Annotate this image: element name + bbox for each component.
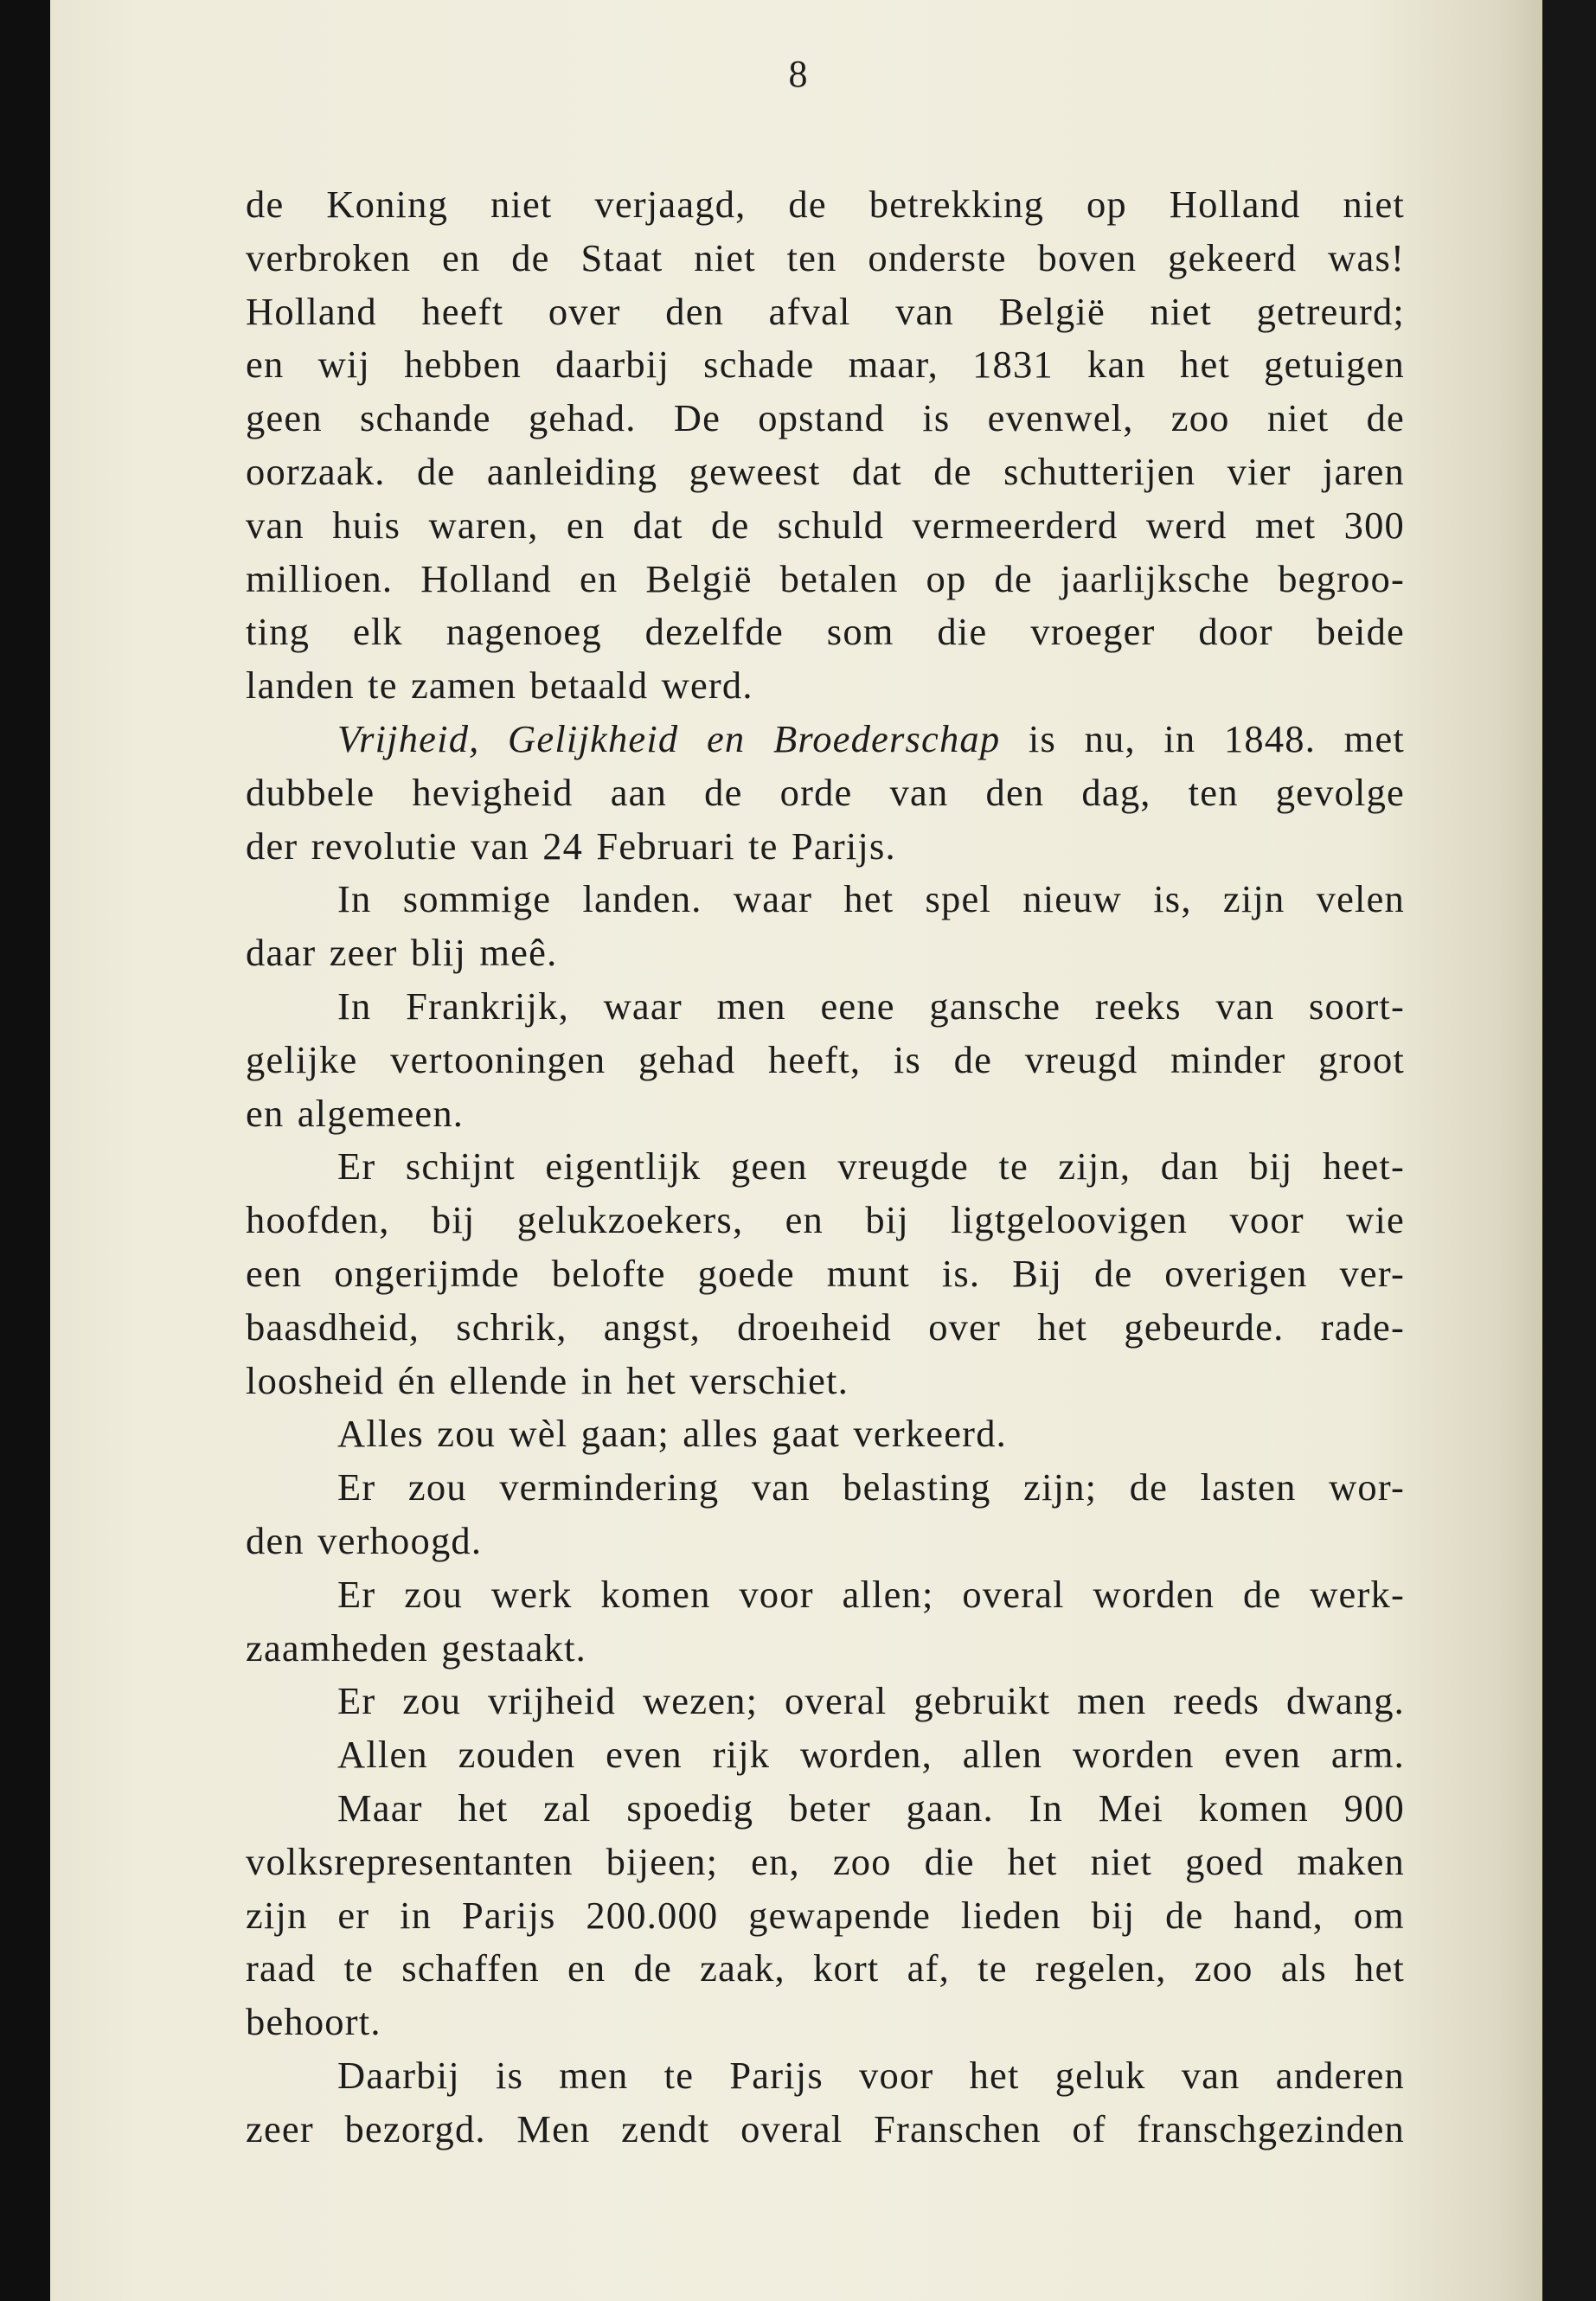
text-line: Er schijnt eigentlijk geen vreugde te zijn, dan bij heet-: [337, 1144, 1405, 1189]
text-line: en wij hebben daarbij schade maar, 1831 kan het getuigen: [246, 343, 1405, 387]
line-text: is nu, in 1848. met: [1000, 716, 1405, 760]
text-line: gelijke vertooningen gehad heeft, is de vreugd minder groot: [246, 1037, 1405, 1081]
text-line: Er zou werk komen voor allen; overal worden de werk-: [337, 1572, 1405, 1616]
text-line: loosheid én ellende in het verschiet.: [246, 1358, 849, 1402]
text-line: verbroken en de Staat niet ten onderste boven gekeerd was!: [246, 235, 1405, 279]
body-text: [246, 178, 1405, 2156]
text-line: Holland heeft over den afval van België niet getreurd;: [246, 289, 1405, 333]
text-line: een ongerijmde belofte goede munt is. Bij de overigen ver-: [246, 1251, 1405, 1295]
text-line: Er zou vrijheid wezen; overal gebruikt men reeds dwang.: [337, 1679, 1405, 1723]
text-line: ting elk nagenoeg dezelfde som die vroeger door beide: [246, 610, 1405, 654]
text-line: geen schande gehad. De opstand is evenwel, zoo niet de: [246, 396, 1405, 440]
text-line: den verhoogd.: [246, 1518, 483, 1562]
text-line: Allen zouden even rijk worden, allen worden even arm.: [337, 1733, 1405, 1777]
text-line: raad te schaffen en de zaak, kort af, te regelen, zoo als het: [246, 1946, 1405, 1990]
text-line: [246, 713, 1405, 766]
scan-border-left: [0, 0, 50, 2301]
text-line: Daarbij is men te Parijs voor het geluk van anderen: [337, 2053, 1405, 2097]
text-line: zaamheden gestaakt.: [246, 1625, 586, 1670]
text-line: dubbele hevigheid aan de orde van den dag, ten gevolge: [246, 770, 1405, 814]
text-line: baasdheid, schrik, angst, droeıheid over het gebeurde. rade-: [246, 1304, 1405, 1349]
text-line: behoort.: [246, 2000, 381, 2044]
text-line: oorzaak. de aanleiding geweest dat de schutterijen vier jaren: [246, 449, 1405, 493]
text-line: landen te zamen betaald werd.: [246, 663, 753, 708]
text-line: In Frankrijk, waar men eene gansche reeks van soort-: [337, 984, 1405, 1028]
text-line: millioen. Holland en België betalen op de jaarlijksche begroo-: [246, 556, 1405, 600]
text-line: In sommige landen. waar het spel nieuw is, zijn velen: [337, 877, 1405, 921]
text-line: van huis waren, en dat de schuld vermeerderd werd met 300: [246, 503, 1405, 547]
italic-phrase: Vrijheid, Gelijkheid en Broederschap: [337, 716, 1001, 760]
text-line: volksrepresentanten bijeen; en, zoo die het niet goed maken: [246, 1839, 1405, 1883]
text-line: Alles zou wèl gaan; alles gaat verkeerd.: [337, 1412, 1007, 1456]
text-line: der revolutie van 24 Februari te Parijs.: [246, 824, 896, 868]
text-line: de Koning niet verjaagd, de betrekking op Holland niet: [246, 183, 1405, 226]
text-line: zijn er in Parijs 200.000 gewapende lieden bij de hand, om: [246, 1893, 1405, 1937]
text-line: hoofden, bij gelukzoekers, en bij ligtgeloovigen voor wie: [246, 1198, 1405, 1242]
text-line: Er zou vermindering van belasting zijn; de lasten wor-: [337, 1465, 1405, 1509]
text-line: zeer bezorgd. Men zendt overal Franschen of franschgezinden: [246, 2106, 1405, 2150]
scan-border-right: [1542, 0, 1596, 2301]
page-number: 8: [788, 53, 808, 95]
text-line: en algemeen.: [246, 1091, 465, 1135]
text-line: Maar het zal spoedig beter gaan. In Mei komen 900: [337, 1785, 1405, 1830]
text-line: daar zeer blij meê.: [246, 931, 558, 975]
